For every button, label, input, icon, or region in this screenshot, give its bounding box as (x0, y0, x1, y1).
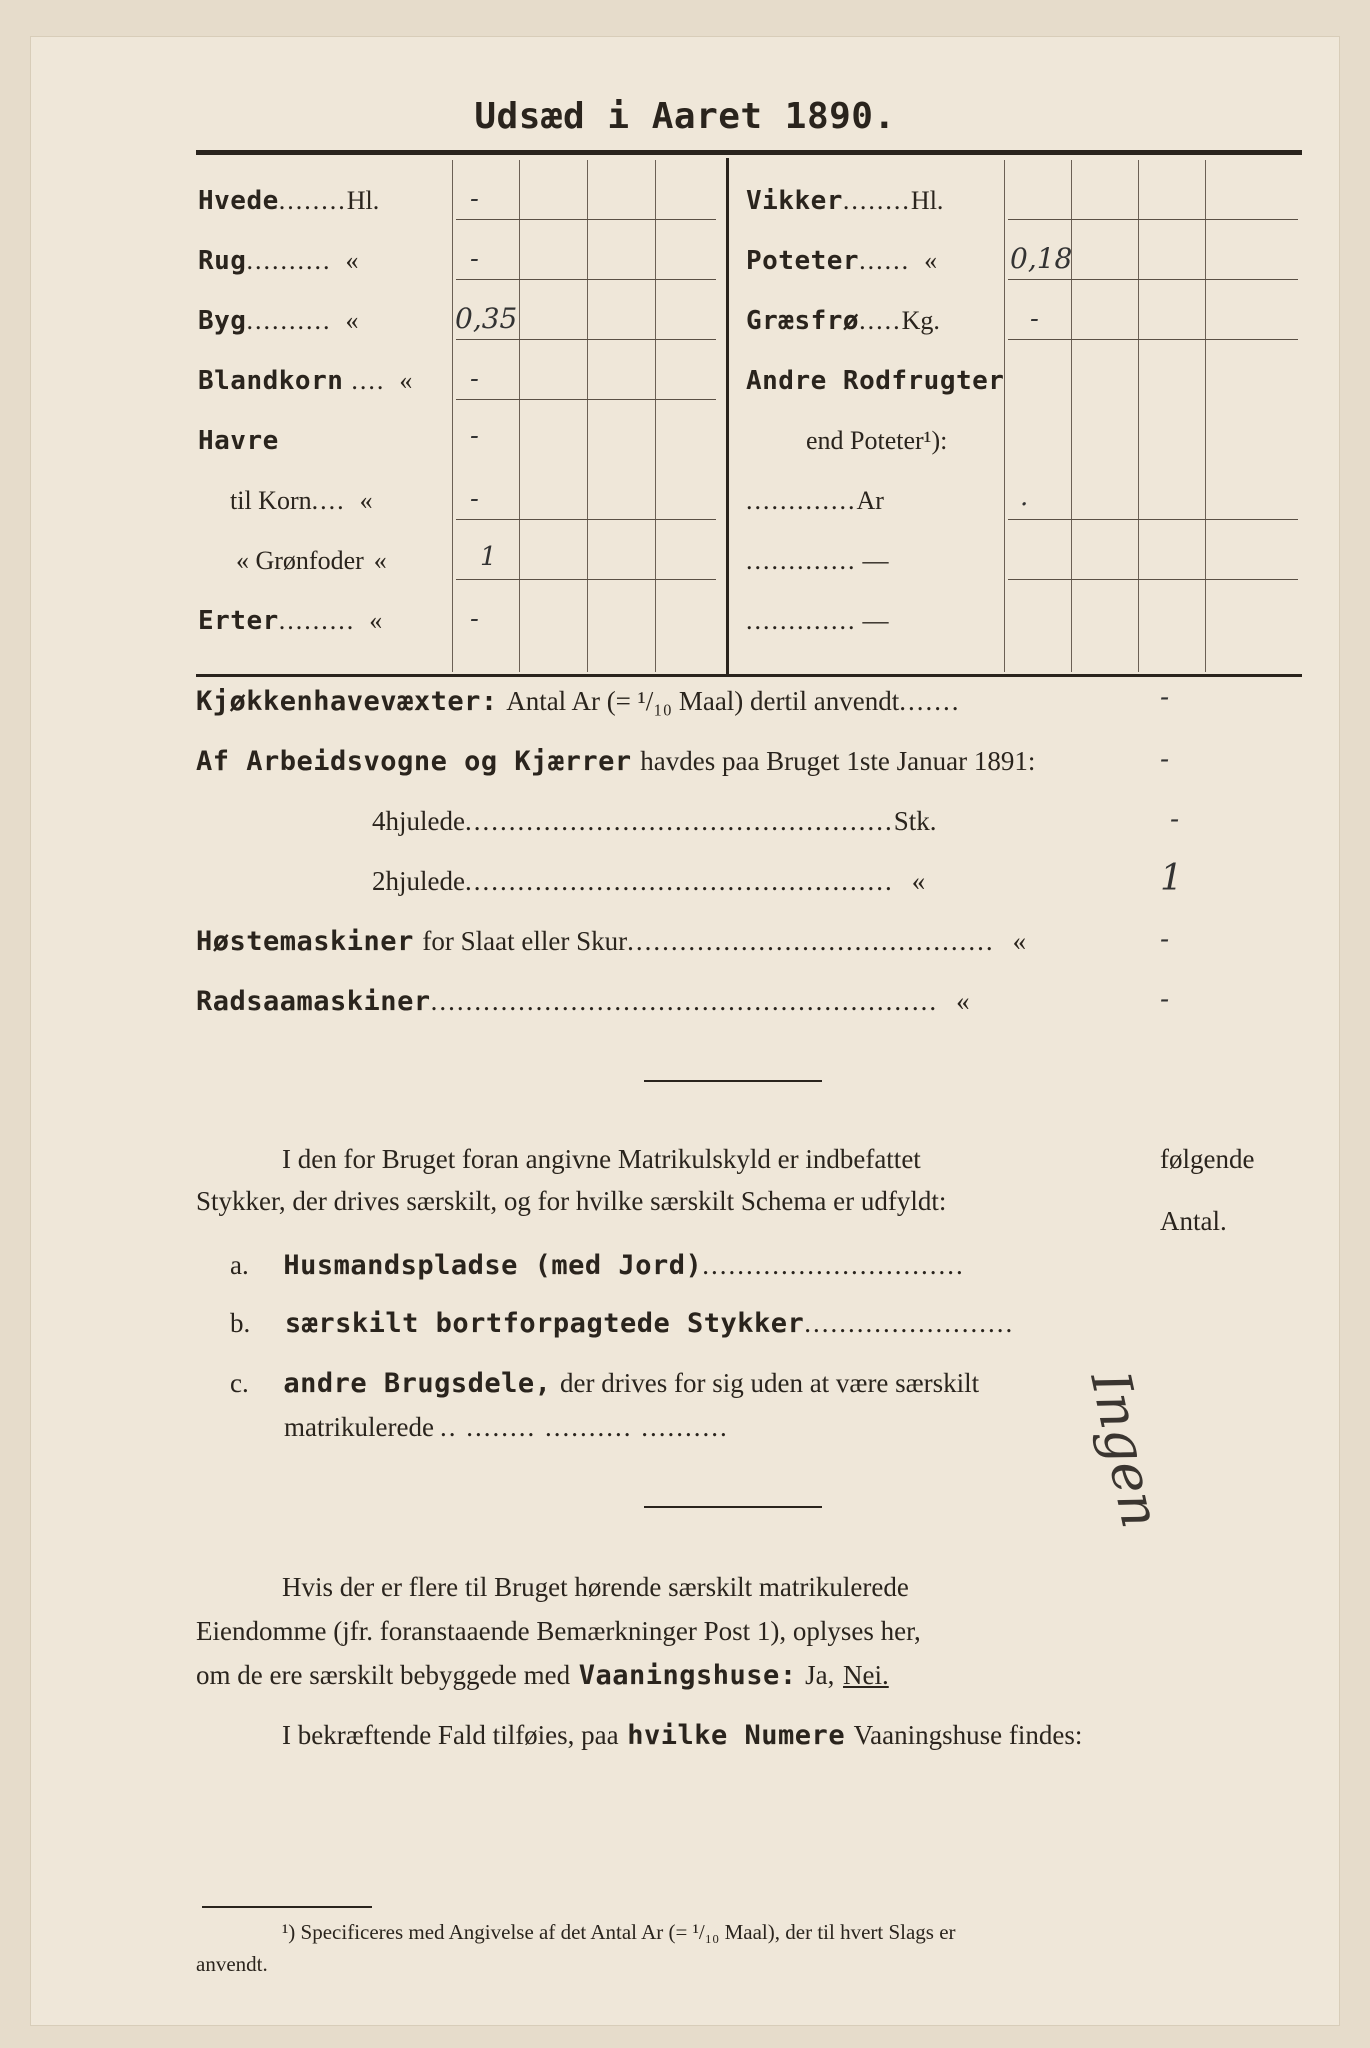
separator-2 (644, 1506, 822, 1508)
row-line (456, 579, 716, 580)
row-dots: .... (351, 366, 386, 395)
radsaa-dots: .......................................................... (430, 986, 939, 1016)
item-letter: a. (230, 1250, 249, 1280)
kjokken-value: - (1160, 682, 1170, 713)
row-unit: « (345, 246, 359, 275)
value-gronfoder: 1 (480, 542, 497, 572)
radsaa-unit: « (956, 986, 970, 1016)
kjokken-dots: ....... (899, 686, 961, 716)
hoste-label: Høstemaskiner (196, 926, 414, 957)
row-label: Poteter (746, 246, 860, 276)
value-erter: - (470, 604, 479, 634)
para1-line1: I den for Bruget foran angivne Matrikulskyld er indbefattet (282, 1144, 921, 1174)
para2-text: om de ere særskilt bebyggede med (196, 1660, 571, 1690)
row-ar (746, 486, 884, 516)
row-line (456, 399, 716, 400)
row-erter (198, 606, 382, 636)
to-label: 2hjulede (372, 866, 465, 896)
row-label: Blandkorn (198, 366, 344, 396)
row-label: « Grønfoder (236, 546, 364, 575)
row-line (1008, 519, 1298, 520)
hoste-value: - (1160, 924, 1170, 955)
item-dots: .............................. (702, 1250, 965, 1280)
item-letter: b. (230, 1308, 251, 1338)
item-text: der drives for sig uden at være særskilt (560, 1368, 980, 1398)
row-label: Havre (198, 426, 279, 456)
item-label: andre Brugsdele, (283, 1368, 552, 1399)
row-dots: ...... (859, 246, 911, 275)
para1-right: følgende (1160, 1144, 1255, 1174)
row-line (1008, 579, 1298, 580)
row-blank-1 (746, 546, 889, 576)
row-unit: Hl. (346, 186, 380, 215)
vaaningshuse-label: Vaaningshuse: (578, 1660, 797, 1691)
para2-line1: Hvis der er flere til Bruget hørende særskilt matrikulerede (282, 1572, 909, 1602)
value-blandkorn: - (470, 364, 479, 394)
item-letter: c. (230, 1368, 249, 1398)
item-b (230, 1308, 1014, 1339)
right-col-3 (1138, 160, 1139, 672)
row-dots: ........ (842, 186, 911, 215)
row-unit: « (359, 486, 373, 515)
item-c-line2 (284, 1412, 729, 1443)
row-label: Hvede (198, 186, 279, 216)
right-col-2 (1071, 160, 1072, 672)
value-hvede: - (470, 184, 479, 214)
row-dots: ............. (746, 606, 857, 635)
radsaa-label: Radsaamaskiner (196, 986, 431, 1017)
radsaa-value: - (1160, 984, 1170, 1015)
para3-text: I bekræftende Fald tilføies, paa (282, 1720, 619, 1750)
value-ar: . (1020, 482, 1029, 512)
arbeids-line (196, 746, 1035, 777)
arbeids-value: - (1160, 744, 1170, 775)
row-label: Erter (198, 606, 279, 636)
value-poteter: 0,18 (1010, 242, 1073, 275)
kjokken-text: Antal Ar (= ¹/₁₀ Maal) dertil anvendt (506, 686, 900, 716)
row-line (456, 519, 716, 520)
row-line (456, 219, 716, 220)
right-col-1 (1004, 160, 1005, 672)
para2-line3 (196, 1660, 889, 1691)
row-rug (198, 246, 358, 276)
to-unit: « (911, 866, 926, 896)
left-col-2 (519, 160, 520, 672)
row-byg (198, 306, 358, 336)
value-havre: - (470, 421, 479, 451)
row-unit: Hl. (910, 186, 944, 215)
row-dots: ..... (859, 306, 902, 335)
numere-label: hvilke Numere (627, 1720, 846, 1751)
item-label: Husmandspladse (med Jord) (283, 1250, 703, 1281)
row-line (1008, 219, 1298, 220)
fire-dots: ................................................. (464, 806, 894, 836)
row-dots: .......... (246, 306, 332, 335)
left-col-4 (655, 160, 656, 672)
ja-option: Ja, (805, 1660, 835, 1690)
kjokken-line (196, 686, 961, 717)
para3-line (282, 1720, 1082, 1751)
handwritten-ingen: Ingen (1078, 1366, 1173, 1534)
value-graesfro: - (1030, 304, 1039, 334)
item-c (230, 1368, 979, 1399)
row-poteter (746, 246, 937, 276)
row-label: end Poteter¹): (806, 426, 948, 455)
row-gronfoder (236, 546, 387, 576)
to-dots: ................................................. (464, 866, 894, 896)
fire-label: 4hjulede (372, 806, 465, 836)
row-label: Vikker (746, 186, 843, 216)
hoste-dots: .......................................... (627, 926, 995, 956)
fire-value: - (1170, 804, 1180, 835)
row-unit: « (924, 246, 938, 275)
left-col-3 (587, 160, 588, 672)
row-til-korn (230, 486, 373, 516)
item-c-dots: .. ........ .......... .......... (439, 1412, 729, 1442)
hoste-text: for Slaat eller Skur (422, 926, 628, 956)
row-dots: ............. (746, 546, 857, 575)
row-dots: ......... (278, 606, 356, 635)
row-label: Andre Rodfrugter (746, 366, 1005, 396)
fire-unit: Stk. (893, 806, 937, 836)
row-line (1008, 279, 1298, 280)
form-page (30, 36, 1340, 2026)
item-dots: ........................ (804, 1308, 1015, 1338)
left-col-1 (452, 160, 453, 672)
right-col-4 (1205, 160, 1206, 672)
row-dots: ........ (278, 186, 347, 215)
row-dots: .... (311, 486, 346, 515)
para2-line2: Eiendomme (jfr. foranstaaende Bemærkninger Post 1), oplyses her, (196, 1616, 921, 1646)
value-til-korn: - (470, 484, 479, 514)
page-title: Udsæd i Aaret 1890. (474, 96, 896, 137)
row-unit: « (399, 366, 413, 395)
radsaa-line (196, 986, 970, 1017)
row-unit: Ar (856, 486, 884, 515)
row-hvede (198, 186, 379, 216)
nei-option: Nei. (843, 1660, 889, 1690)
value-byg: 0,35 (455, 302, 518, 335)
fire-hjulede-line (372, 806, 937, 837)
row-unit: — (862, 546, 889, 575)
row-line (456, 279, 716, 280)
para3-text-end: Vaaningshuse findes: (853, 1720, 1083, 1750)
footnote-line2: anvendt. (196, 1952, 268, 1976)
row-label: Byg (198, 306, 247, 336)
row-dots: .......... (246, 246, 332, 275)
row-unit: « (369, 606, 383, 635)
row-havre (198, 426, 279, 456)
item-c-label: matrikulerede (284, 1412, 434, 1442)
arbeids-text: havdes paa Bruget 1ste Januar 1891: (640, 746, 1036, 776)
value-rug: - (470, 244, 479, 274)
row-dots: ............. (746, 486, 857, 515)
arbeids-label: Af Arbeidsvogne og Kjærrer (196, 746, 632, 777)
row-unit: « (345, 306, 359, 335)
row-unit: « (373, 546, 387, 575)
row-graesfro (746, 306, 940, 336)
item-a (230, 1250, 965, 1281)
row-unit: Kg. (901, 306, 940, 335)
separator-1 (644, 1080, 822, 1082)
row-vikker (746, 186, 943, 216)
row-label: til Korn (230, 486, 312, 515)
footnote-rule (202, 1906, 372, 1908)
kjokken-label: Kjøkkenhavevæxter: (196, 686, 498, 717)
antal-heading: Antal. (1160, 1206, 1227, 1236)
row-end-poteter (806, 426, 947, 456)
row-line (456, 339, 716, 340)
row-blandkorn (198, 366, 412, 396)
row-blank-2 (746, 606, 889, 636)
para1-line2: Stykker, der drives særskilt, og for hvilke særskilt Schema er udfyldt: (196, 1186, 947, 1216)
to-value: 1 (1160, 858, 1183, 899)
to-hjulede-line (372, 866, 925, 897)
row-andre-rodfrugter (746, 366, 1004, 396)
row-line (1008, 339, 1298, 340)
table-divider (726, 158, 729, 674)
hoste-line (196, 926, 1026, 957)
row-label: Rug (198, 246, 247, 276)
row-unit: — (862, 606, 889, 635)
table-bottom-rule (196, 674, 1302, 677)
item-label: særskilt bortforpagtede Stykker (284, 1308, 805, 1339)
hoste-unit: « (1012, 926, 1027, 956)
row-label: Græsfrø (746, 306, 860, 336)
title-rule (196, 150, 1302, 155)
footnote-line1: ¹) Specificeres med Angivelse af det Antal Ar (= ¹/₁₀ Maal), der til hvert Slags er (282, 1920, 956, 1944)
